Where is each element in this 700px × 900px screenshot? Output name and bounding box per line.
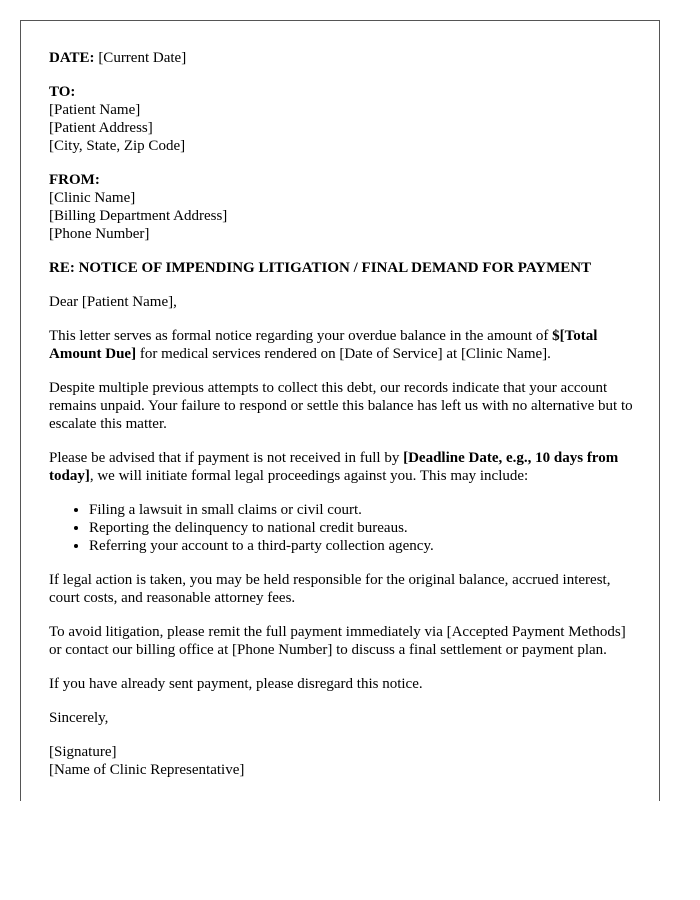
paragraph-deadline-warning <box>49 449 639 485</box>
from-label: FROM: <box>49 172 100 188</box>
date-value: [Current Date] <box>94 50 187 66</box>
sender-billing-address: [Billing Department Address] <box>49 208 228 224</box>
list-item: • Filing a lawsuit in small claims or civil court. <box>89 501 639 519</box>
paragraph-deadline-text-start: Please be advised that if payment is not received in full by <box>49 450 404 466</box>
closing: Sincerely, <box>49 710 109 726</box>
paragraph-overdue-balance-text-end: for medical services rendered on [Date of Service] at [Clinic Name]. <box>136 346 551 362</box>
deadline-date: [Deadline Date, e.g., 10 days from today] <box>49 450 619 484</box>
letter-content <box>49 49 639 795</box>
paragraph-overdue-balance-text-start: This letter serves as formal notice regarding your overdue balance in the amount of <box>49 328 553 344</box>
paragraph-deadline-text-end: , we will initiate formal legal proceedings against you. This may include: <box>89 468 529 484</box>
paragraph-disregard: If you have already sent payment, please disregard this notice. <box>49 676 423 692</box>
to-label: TO: <box>49 84 76 100</box>
paragraph-liability: If legal action is taken, you may be held responsible for the original balance, accrued interest, court costs, and reasonable attorney fees. <box>49 572 611 606</box>
signature: [Signature] <box>49 744 117 760</box>
letter-page <box>20 20 660 801</box>
recipient-city-state-zip: [City, State, Zip Code] <box>49 138 186 154</box>
date-label: DATE: <box>49 50 95 66</box>
total-amount-due: $[Total Amount Due] <box>49 328 598 362</box>
paragraph-collection-attempts: Despite multiple previous attempts to collect this debt, our records indicate that your account remains unpaid. Your failure to respond or settle this balance has left us with no alternative but to escalate this matter. <box>49 380 633 432</box>
paragraph-payment-instructions: To avoid litigation, please remit the full payment immediately via [Accepted Payment Methods] or contact our billing office at [Phone Number] to discuss a final settlement or payment plan. <box>49 624 626 658</box>
paragraph-overdue-balance <box>49 327 639 363</box>
subject-line: RE: NOTICE OF IMPENDING LITIGATION / FINAL DEMAND FOR PAYMENT <box>49 260 592 276</box>
list-item: • Reporting the delinquency to national credit bureaus. <box>89 519 639 537</box>
salutation: Dear [Patient Name], <box>49 294 177 310</box>
consequences-list <box>49 501 639 555</box>
list-item: • Referring your account to a third-party collection agency. <box>89 537 639 555</box>
recipient-block <box>49 83 639 155</box>
recipient-name: [Patient Name] <box>49 102 141 118</box>
sender-phone: [Phone Number] <box>49 226 150 242</box>
signature-block <box>49 743 639 779</box>
date-line <box>49 49 639 67</box>
sender-block <box>49 171 639 243</box>
representative-name: [Name of Clinic Representative] <box>49 762 245 778</box>
recipient-address: [Patient Address] <box>49 120 153 136</box>
sender-clinic-name: [Clinic Name] <box>49 190 136 206</box>
